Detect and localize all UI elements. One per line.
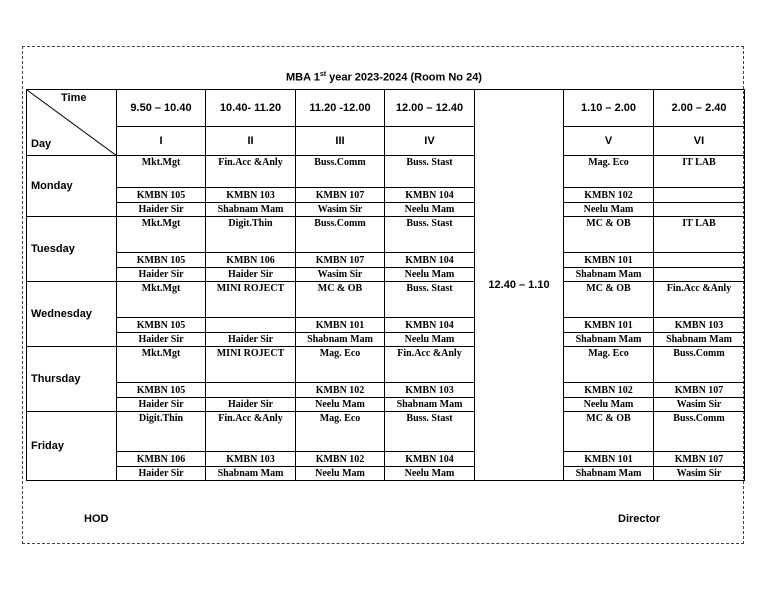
course-code-cell: KMBN 103 <box>654 318 745 333</box>
teacher-cell: Neelu Mam <box>296 467 385 481</box>
course-code-cell: KMBN 103 <box>385 383 475 398</box>
teacher-cell: Neelu Mam <box>564 398 654 412</box>
teacher-cell: Neelu Mam <box>564 203 654 217</box>
subject-cell: Fin.Acc &Anly <box>206 156 296 188</box>
teacher-cell: Haider Sir <box>117 268 206 282</box>
course-code-cell: KMBN 103 <box>206 452 296 467</box>
director-signature-label: Director <box>618 513 661 525</box>
course-code-cell: KMBN 103 <box>206 188 296 203</box>
time-slot-header: 1.10 – 2.00 <box>564 90 654 127</box>
subject-cell: Fin.Acc &Anly <box>654 282 745 318</box>
subject-cell: Fin.Acc &Anly <box>206 412 296 452</box>
period-number-header: II <box>206 127 296 156</box>
day-name: Monday <box>27 156 117 217</box>
course-code-cell: KMBN 107 <box>296 253 385 268</box>
day-label: Day <box>31 138 52 150</box>
teacher-cell <box>654 268 745 282</box>
subject-cell: Buss.Comm <box>654 412 745 452</box>
time-day-corner-cell <box>27 90 117 156</box>
course-code-cell: KMBN 101 <box>564 253 654 268</box>
teacher-cell: Neelu Mam <box>385 333 475 347</box>
teacher-cell: Haider Sir <box>206 398 296 412</box>
teacher-cell: Shabnam Mam <box>564 333 654 347</box>
subject-cell: Mkt.Mgt <box>117 282 206 318</box>
subject-cell: Mag. Eco <box>564 156 654 188</box>
course-code-cell: KMBN 105 <box>117 318 206 333</box>
course-code-cell: KMBN 107 <box>654 452 745 467</box>
teacher-cell: Wasim Sir <box>296 203 385 217</box>
teacher-cell: Haider Sir <box>206 268 296 282</box>
teacher-cell: Shabnam Mam <box>296 333 385 347</box>
teacher-cell: Shabnam Mam <box>564 268 654 282</box>
teacher-cell: Neelu Mam <box>296 398 385 412</box>
teacher-cell: Haider Sir <box>117 333 206 347</box>
subject-cell: MC & OB <box>564 217 654 253</box>
subject-cell: Buss. Stast <box>385 156 475 188</box>
subject-cell: Fin.Acc &Anly <box>385 347 475 383</box>
teacher-cell: Shabnam Mam <box>654 333 745 347</box>
time-slot-header: 11.20 -12.00 <box>296 90 385 127</box>
teacher-cell: Haider Sir <box>117 467 206 481</box>
timetable <box>26 89 745 481</box>
course-code-cell: KMBN 104 <box>385 318 475 333</box>
subject-cell: Buss.Comm <box>296 156 385 188</box>
period-number-header: III <box>296 127 385 156</box>
time-slot-header: 9.50 – 10.40 <box>117 90 206 127</box>
teacher-cell: Wasim Sir <box>654 467 745 481</box>
subject-cell: Buss. Stast <box>385 282 475 318</box>
teacher-cell: Shabnam Mam <box>385 398 475 412</box>
period-number-header: VI <box>654 127 745 156</box>
subject-cell: Mag. Eco <box>564 347 654 383</box>
course-code-cell: KMBN 102 <box>296 452 385 467</box>
course-code-cell: KMBN 106 <box>206 253 296 268</box>
teacher-cell: Haider Sir <box>117 398 206 412</box>
subject-cell: Mkt.Mgt <box>117 347 206 383</box>
time-label: Time <box>61 92 87 104</box>
teacher-cell: Neelu Mam <box>385 467 475 481</box>
period-number-header: IV <box>385 127 475 156</box>
subject-cell: IT LAB <box>654 217 745 253</box>
day-name: Thursday <box>27 347 117 412</box>
teacher-cell: Wasim Sir <box>654 398 745 412</box>
course-code-cell: KMBN 104 <box>385 188 475 203</box>
course-code-cell: KMBN 107 <box>654 383 745 398</box>
lunch-break-cell: 12.40 – 1.10 <box>475 90 564 481</box>
subject-cell: MC & OB <box>564 282 654 318</box>
subject-cell: Mkt.Mgt <box>117 217 206 253</box>
course-code-cell: KMBN 105 <box>117 383 206 398</box>
course-code-cell <box>654 188 745 203</box>
course-code-cell: KMBN 104 <box>385 253 475 268</box>
subject-cell: MINI ROJECT <box>206 282 296 318</box>
subject-cell: Mkt.Mgt <box>117 156 206 188</box>
subject-cell: Mag. Eco <box>296 347 385 383</box>
hod-signature-label: HOD <box>84 513 109 525</box>
course-code-cell: KMBN 105 <box>117 253 206 268</box>
period-number-header: V <box>564 127 654 156</box>
day-name: Wednesday <box>27 282 117 347</box>
teacher-cell: Shabnam Mam <box>564 467 654 481</box>
teacher-cell: Shabnam Mam <box>206 467 296 481</box>
course-code-cell: KMBN 102 <box>564 383 654 398</box>
subject-cell: Buss.Comm <box>654 347 745 383</box>
course-code-cell: KMBN 107 <box>296 188 385 203</box>
course-code-cell: KMBN 105 <box>117 188 206 203</box>
teacher-cell: Neelu Mam <box>385 203 475 217</box>
course-code-cell: KMBN 101 <box>564 452 654 467</box>
period-number-header: I <box>117 127 206 156</box>
subject-cell: Mag. Eco <box>296 412 385 452</box>
course-code-cell <box>206 383 296 398</box>
teacher-cell: Haider Sir <box>206 333 296 347</box>
teacher-cell: Shabnam Mam <box>206 203 296 217</box>
course-code-cell: KMBN 102 <box>296 383 385 398</box>
course-code-cell: KMBN 106 <box>117 452 206 467</box>
day-name: Tuesday <box>27 217 117 282</box>
subject-cell: MC & OB <box>564 412 654 452</box>
course-code-cell <box>206 318 296 333</box>
subject-cell: Digit.Thin <box>206 217 296 253</box>
subject-cell: Buss.Comm <box>296 217 385 253</box>
subject-cell: Digit.Thin <box>117 412 206 452</box>
course-code-cell <box>654 253 745 268</box>
time-slot-header: 2.00 – 2.40 <box>654 90 745 127</box>
teacher-cell: Haider Sir <box>117 203 206 217</box>
time-slot-header: 12.00 – 12.40 <box>385 90 475 127</box>
subject-cell: MC & OB <box>296 282 385 318</box>
subject-cell: IT LAB <box>654 156 745 188</box>
course-code-cell: KMBN 104 <box>385 452 475 467</box>
time-slot-header: 10.40- 11.20 <box>206 90 296 127</box>
course-code-cell: KMBN 101 <box>564 318 654 333</box>
subject-cell: MINI ROJECT <box>206 347 296 383</box>
timetable-title: MBA 1st year 2023-2024 (Room No 24) <box>286 71 482 84</box>
teacher-cell: Neelu Mam <box>385 268 475 282</box>
course-code-cell: KMBN 101 <box>296 318 385 333</box>
subject-cell: Buss. Stast <box>385 217 475 253</box>
subject-cell: Buss. Stast <box>385 412 475 452</box>
teacher-cell: Wasim Sir <box>296 268 385 282</box>
course-code-cell: KMBN 102 <box>564 188 654 203</box>
teacher-cell <box>654 203 745 217</box>
day-name: Friday <box>27 412 117 481</box>
